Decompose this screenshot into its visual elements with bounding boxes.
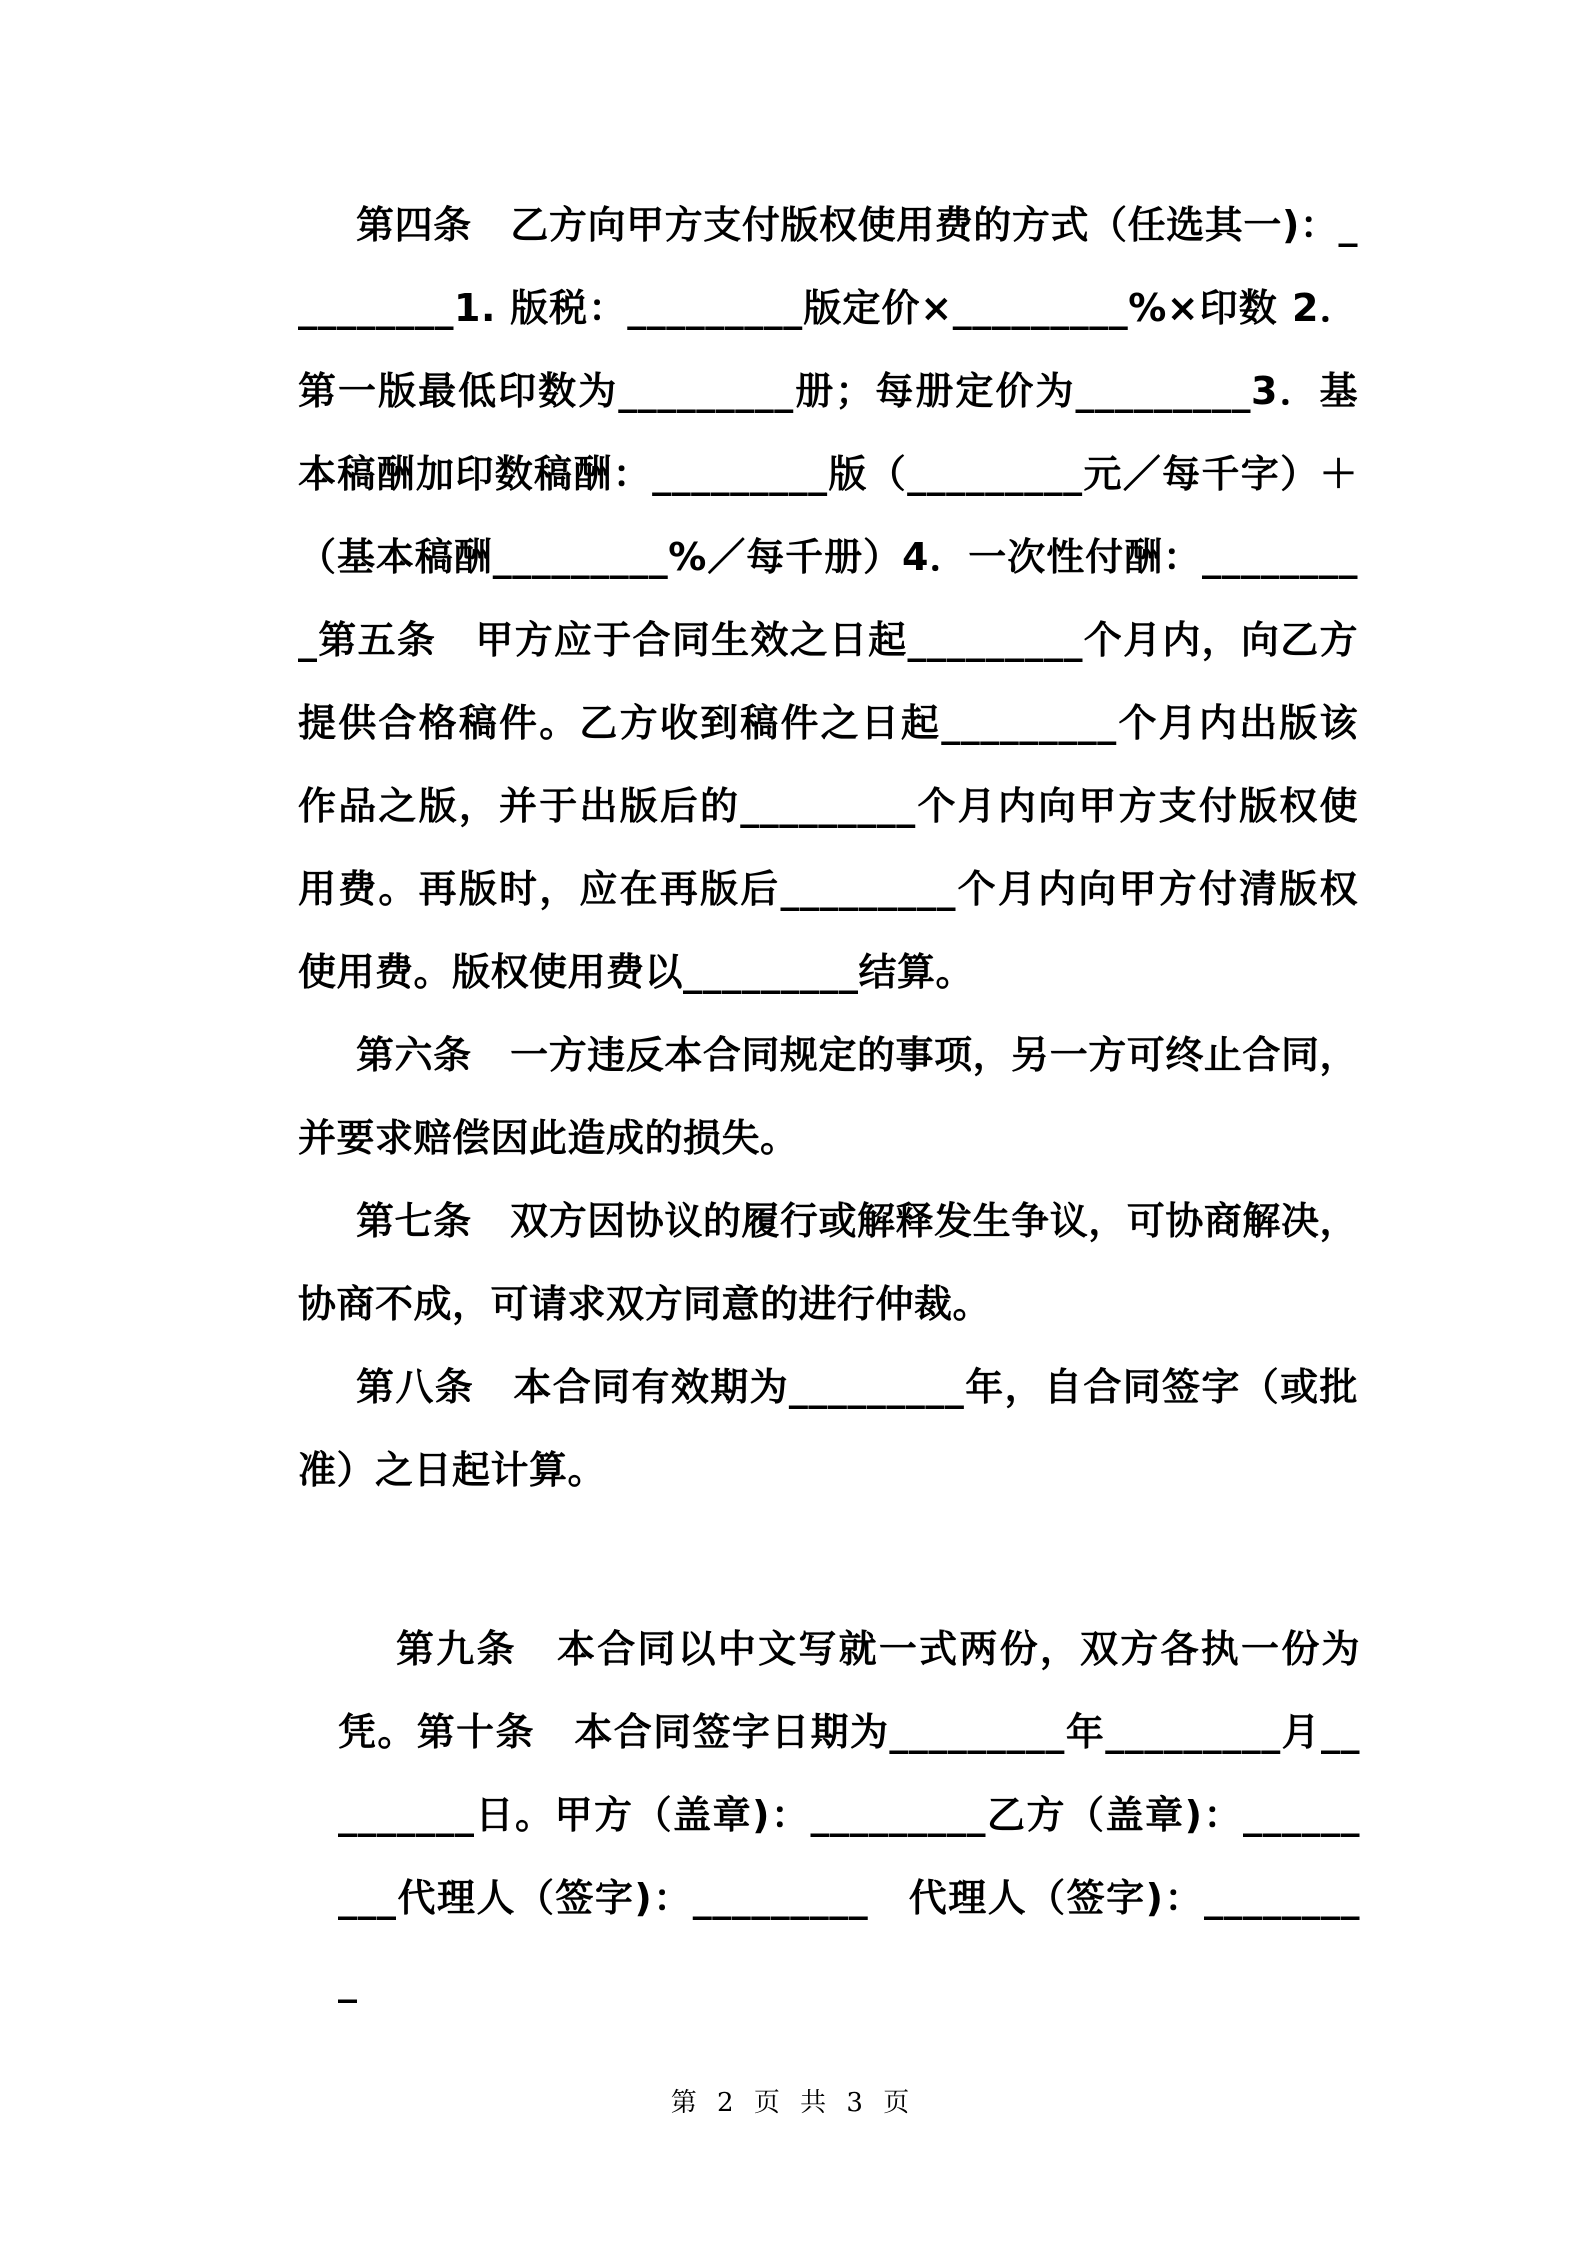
article-9-10-paragraph: 第九条 本合同以中文写就一式两份，双方各执一份为凭。第十条 本合同签字日期为_________年_________月_________日。甲方（盖章)：_________乙方（盖章)：_________代理人（签字)：_________ 代理人（签字)：_________ <box>338 1627 1360 2003</box>
article-4-5-paragraph: 第四条 乙方向甲方支付版权使用费的方式（任选其一)：_________1. 版税：_________版定价×_________%×印数 2．第一版最低印数为_________册；每册定价为_________3．基本稿酬加印数稿酬：_________版（_________元／每千字）＋（基本稿酬_________%／每千册）4．一次性付酬：_________第五条 甲方应于合同生效之日起_________个月内，向乙方提供合格稿件。乙方收到稿件之日起_________个月内出版该作品之版，并于出版后的_________个月内向甲方支付版权使用费。再版时，应在再版后_________个月内向甲方付清版权使用费。版权使用费以_________结算。 <box>298 203 1358 994</box>
article-6-paragraph: 第六条 一方违反本合同规定的事项，另一方可终止合同，并要求赔偿因此造成的损失。 <box>298 1033 1358 1160</box>
article-7-paragraph: 第七条 双方因协议的履行或解释发生争议，可协商解决，协商不成，可请求双方同意的进行仲裁。 <box>298 1199 1358 1326</box>
contract-body-part1 <box>298 184 1358 1512</box>
contract-body-part2 <box>338 1608 1360 2023</box>
page-number-footer: 第 2 页 共 3 页 <box>670 2088 916 2118</box>
article-8-paragraph: 第八条 本合同有效期为_________年，自合同签字（或批准）之日起计算。 <box>298 1365 1358 1492</box>
